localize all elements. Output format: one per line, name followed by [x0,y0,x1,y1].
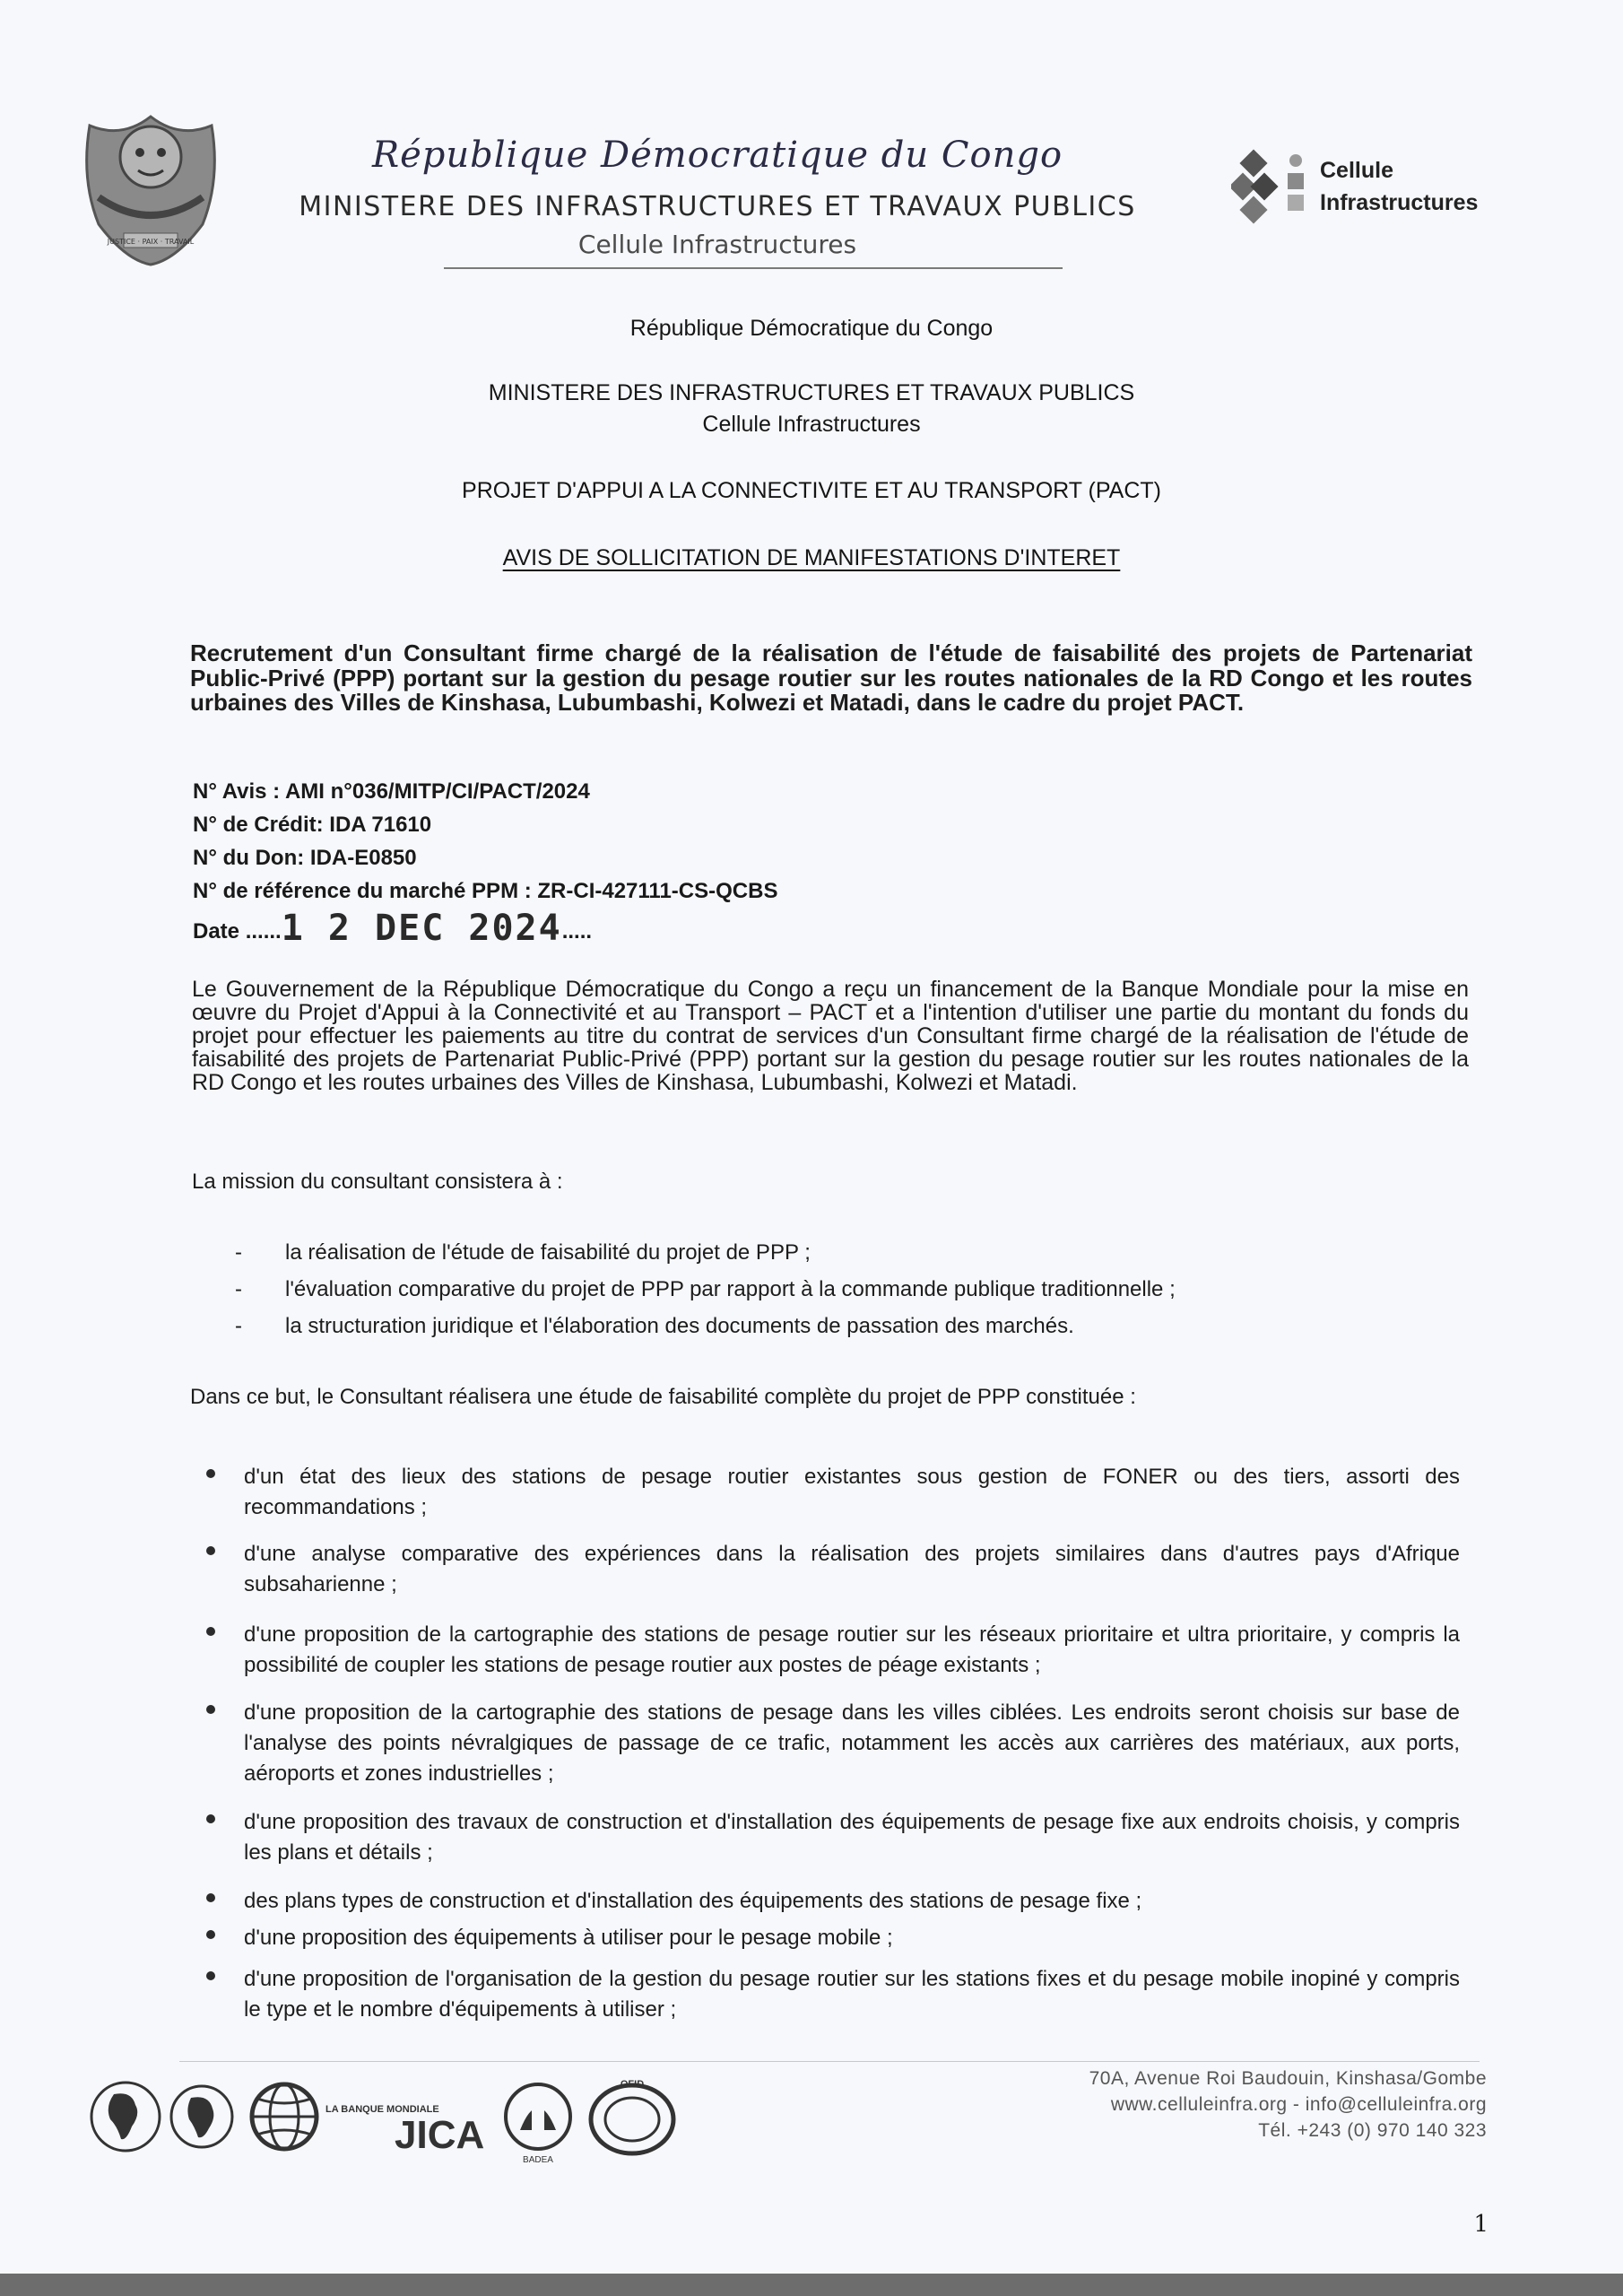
dash-bullet: - [235,1314,242,1338]
ref-avis-number: N° Avis : AMI n°036/MITP/CI/PACT/2024 [193,779,590,804]
letterhead-country-script: République Démocratique du Congo [371,135,1063,176]
deliverable-text: d'une proposition de la cartographie des stations de pesage routier sur les réseaux prioritaire et ultra prioritaire, y compris la possibilité de coupler les stations de pesage routier aux postes de péage existants ; [244,1622,1460,1677]
mission-item-text: la structuration juridique et l'élaboration des documents de passation des marchés. [285,1314,1074,1338]
mission-item-text: l'évaluation comparative du projet de PPP par rapport à la commande publique traditionnelle ; [285,1277,1176,1301]
deliverable-text: d'une analyse comparative des expériences dans la réalisation des projets similaires dans d'autres pays d'Afrique subsaharienne ; [244,1542,1460,1596]
afdb-logo-icon [91,2083,160,2151]
dash-bullet: - [235,1240,242,1265]
heading-project: PROJET D'APPUI A LA CONNECTIVITE ET AU TRANSPORT (PACT) [462,478,1161,503]
bullet-dot [206,1469,215,1478]
badea-label: BADEA [523,2155,553,2165]
bullet-dot [206,1893,215,1902]
cellule-infrastructures-logo-icon [1231,148,1310,227]
footer-telephone: Tél. +243 (0) 970 140 323 [1258,2120,1487,2141]
ref-don-number: N° du Don: IDA-E0850 [193,846,417,870]
bullet-dot [206,1627,215,1636]
scan-bottom-edge [0,2274,1623,2296]
date-tail: ..... [561,919,593,944]
world-bank-globe-icon [252,2084,317,2149]
world-bank-label: LA BANQUE MONDIALE [325,2104,439,2115]
bullet-dot [206,1930,215,1939]
mission-lead: La mission du consultant consistera à : [192,1170,563,1194]
partner-logos [85,2067,686,2170]
purpose-paragraph: Dans ce but, le Consultant réalisera une étude de faisabilité complète du projet de PPP constituée : [190,1385,1136,1409]
badea-logo-icon [506,2084,570,2165]
cellule-logo-line2: Infrastructures [1320,190,1479,215]
deliverable-text: d'une proposition de l'organisation de la gestion du pesage routier sur les stations fixes et du pesage mobile inopiné y compris le type et le nombre d'équipements à utiliser ; [244,1967,1460,2022]
african-union-logo-icon [171,2086,232,2147]
footer-divider [179,2061,1480,2062]
deliverable-text: des plans types de construction et d'installation des équipements des stations de pesage fixe ; [244,1889,1142,1913]
mission-item-text: la réalisation de l'étude de faisabilité du projet de PPP ; [285,1240,811,1265]
deliverable-text: d'un état des lieux des stations de pesage routier existantes sous gestion de FONER ou des tiers, assorti des recommandations ; [244,1465,1460,1519]
letterhead-divider [444,267,1063,269]
jica-label: JICA [395,2113,485,2157]
bullet-dot [206,1971,215,1980]
bullet-dot [206,1814,215,1823]
date-stamp: 1 2 DEC 2024 [281,908,562,949]
deliverable-text: d'une proposition des travaux de construction et d'installation des équipements de pesage fixe aux endroits choisis, y compris les plans et détails ; [244,1810,1460,1865]
emblem-motto: JUSTICE · PAIX · TRAVAIL [107,238,195,246]
bullet-dot [206,1546,215,1555]
deliverable-text: d'une proposition de la cartographie des stations de pesage dans les villes ciblées. Les endroits seront choisis sur base de l'analyse des points névralgiques de passage de ce trafic, notamment les accès aux carrières des matériaux, aux ports, aéroports et zones industrielles ; [244,1700,1460,1786]
footer-address: 70A, Avenue Roi Baudouin, Kinshasa/Gombe [1089,2068,1487,2089]
cellule-logo-line1: Cellule [1320,158,1393,183]
ref-date [193,906,592,947]
heading-notice-title: AVIS DE SOLLICITATION DE MANIFESTATIONS D'INTERET [502,545,1121,570]
page-number: 1 [1473,2211,1488,2238]
letterhead-unit: Cellule Infrastructures [577,230,857,259]
ref-credit-number: N° de Crédit: IDA 71610 [193,813,432,837]
drc-coat-of-arms-icon [72,90,229,269]
ofid-logo-icon [591,2079,673,2153]
heading-ministry: MINISTERE DES INFRASTRUCTURES ET TRAVAUX PUBLICS [488,380,1135,405]
footer-web-email: www.celluleinfra.org - info@celluleinfra.org [1110,2094,1487,2115]
cellule-logo-text [1320,154,1478,219]
heading-country: République Démocratique du Congo [629,316,994,341]
letterhead-ministry: MINISTERE DES INFRASTRUCTURES ET TRAVAUX PUBLICS [299,191,1136,222]
bullet-dot [206,1705,215,1714]
date-label: Date ...... [193,919,282,944]
intro-paragraph: Le Gouvernement de la République Démocratique du Congo a reçu un financement de la Banque Mondiale pour la mise en œuvre du Projet d'Appui à la Connectivité et au Transport – PACT et a l'intention d'utiliser une partie du montant du fonds du projet pour effectuer les paiements au titre du contrat de services d'un Consultant firme chargé de la réalisation de l'étude de faisabilité des projets de Partenariat Public-Privé (PPP) portant sur la gestion du pesage routier sur les routes nationales de la RD Congo et les routes urbaines des Villes de Kinshasa, Lubumbashi, Kolwezi et Matadi. [192,977,1469,1095]
dash-bullet: - [235,1277,242,1301]
ref-ppm-number: N° de référence du marché PPM : ZR-CI-427111-CS-QCBS [193,879,778,903]
deliverable-text: d'une proposition des équipements à utiliser pour le pesage mobile ; [244,1926,893,1950]
heading-unit: Cellule Infrastructures [702,412,921,437]
notice-subject: Recrutement d'un Consultant firme chargé de la réalisation de l'étude de faisabilité des projets de Partenariat Public-Privé (PPP) portant sur la gestion du pesage routier sur les routes nationales de la RD Congo et les routes urbaines des Villes de Kinshasa, Lubumbashi, Kolwezi et Matadi, dans le cadre du projet PACT. [190,639,1472,716]
ofid-label: OFID [620,2079,645,2090]
